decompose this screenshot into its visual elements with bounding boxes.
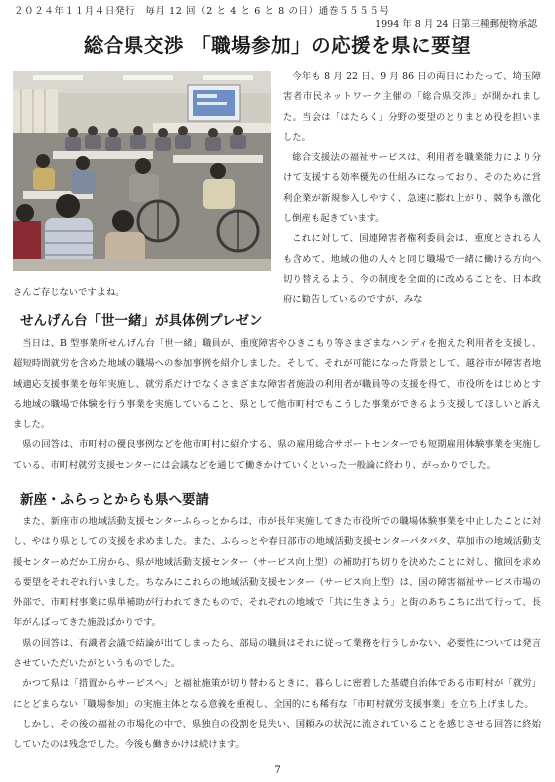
- body-paragraph: かつて県は「措置からサービスへ」と福祉施策が切り替わるときに、暮らしに密着した基礎自治体である市町村が「就労」にとどまらない「職場参加」の実施主体となる意義を重視し、全国的にも稀有な「市町村就労支援事業」を立ち上げました。: [13, 678, 541, 710]
- body-paragraph: 県の回答は、市町村の優良事例などを他市町村に紹介する、県の雇用総合サポートセンターでも短期雇用体験事業を実施している、市町村就労支援センターには会議などを通じて働きかけていくといった一般論に終わり、がっかりでした。: [13, 439, 541, 471]
- body-paragraph: 当日は、B 型事業所せんげん台「世一緒」職員が、重度障害やひきこもり等さまざまなハンディを抱えた利用者を支援し、超短時間就労を含めた地域の職場への参加事例を紹介しました。そして、それが可能になった背景として、越谷市が障害者地域適応支援事業を毎年実施し、就労系だけでなくさまざまな障害者施設の利用者が職員等の支援を得て、市役所をはじめとする地域の職場で体験を行う事業を実施していること、県として他市町村でもこうした事業ができるよう支援してほしいと訴えました。: [13, 338, 541, 431]
- section-heading-niiza: 新座・ふらっとからも県へ要請: [20, 492, 209, 508]
- lead-paragraph: 総合支援法の福祉サービスは、利用者を職業能力により分けて支援する効率優先の仕組みになっており、そのために営利企業が新規参入しやすく、急速に膨れ上がり、競争も激化し倒産も起きています。: [283, 152, 541, 225]
- section-body-sengendai: [13, 334, 541, 476]
- lead-paragraph: 今年も 8 月 22 日、9 月 86 日の両日にわたって、埼玉障害者市民ネットワーク主催の「総合県交渉」が開かれました。当会は「はたらく」分野の要望のとりまとめ役を担いました。: [283, 71, 541, 143]
- body-paragraph: また、新座市の地域活動支援センターふらっとからは、市が長年実施してきた市役所での職場体験事業を中止したことに対し、やはり県としての支援を求めました。また、ふらっとや春日部市の地域活動支援センターパタパタ、草加市の地域活動支援センターめだか工房から、県が地域活動支援センター（サービス向上型）の補助打ち切りを決めたことに対し、撤回を求める要望をそれぞれ行いました。ちなみにこれらの地域活動支援センター（サービス向上型）は、国の障害福祉サービス市場の外部で、市町村事業に県単補助が行われてきたもので、それぞれの地域で「共に生きよう」と街のあちこちに出て行って、長年がんばってきた施設ばかりです。: [13, 516, 541, 629]
- page-number: 7: [274, 765, 281, 776]
- lead-article: [283, 67, 541, 311]
- section-heading-sengendai: せんげん台「世一緒」が具体例プレゼン: [20, 313, 263, 329]
- lead-paragraph: これに対して、国連障害者権利委員会は、重度とされる人も含めて、地域の他の人々と同じ職場で一緒に働ける方向へ切り替えるよう、今の制度を全面的に改めることを、日本政府に勧告しているのですが、みな: [283, 233, 541, 306]
- issue-info: ２０２４年１１月４日発行 毎月 12 回（2 と 4 と 6 と 8 の日）通巻５５５５号: [14, 6, 390, 17]
- meeting-photo: [13, 71, 271, 271]
- lead-paragraph-continued: さんご存じないですよね。: [13, 287, 125, 298]
- page-title: 総合県交渉 「職場参加」の応援を県に要望: [83, 34, 472, 57]
- body-paragraph: 県の回答は、有識者会議で結論が出てしまったら、部局の職員はそれに従って業務を行うしかない、必要性については発言させていただいたがというものでした。: [13, 637, 541, 670]
- postal-approval: 1994 年 8 月 24 日第三種郵便物承認: [375, 19, 537, 30]
- body-paragraph: しかし、その後の福祉の市場化の中で、県独自の役割を見失い、国頼みの状況に流されていることを感じさせる回答に終始していたのは残念でした。今後も働きかけは続けます。: [13, 718, 541, 751]
- section-body-niiza: [13, 512, 541, 756]
